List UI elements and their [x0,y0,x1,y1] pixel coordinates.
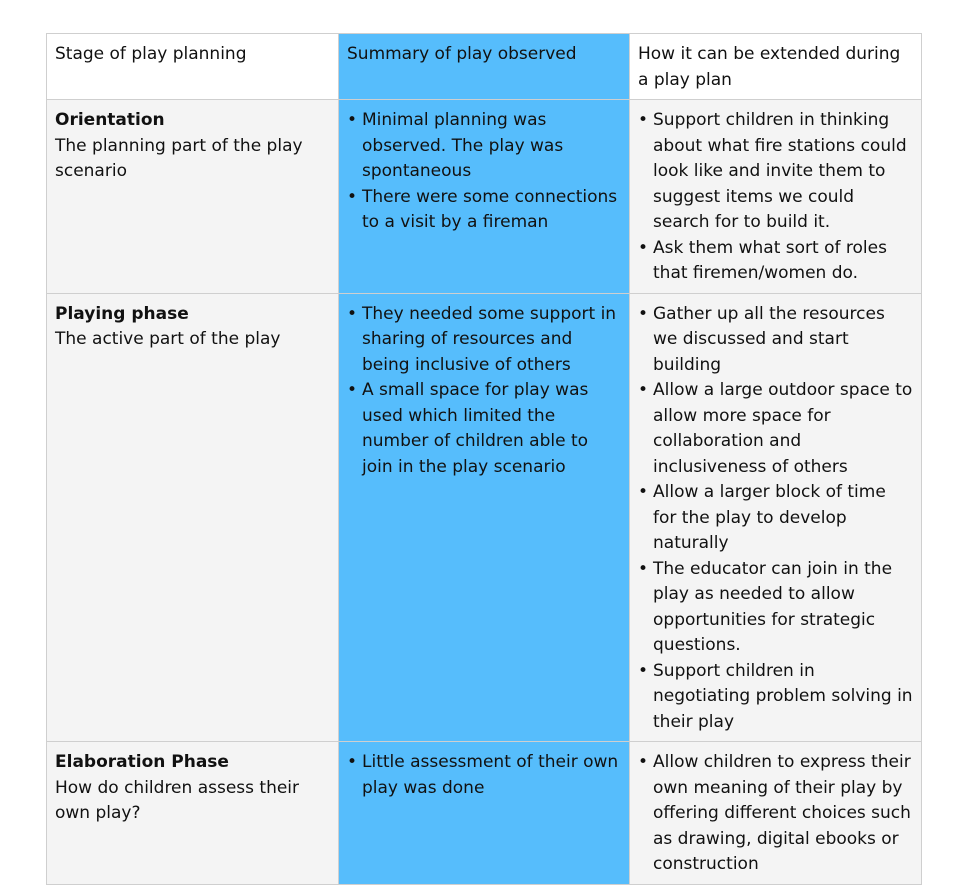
extend-cell [630,742,922,885]
play-planning-table [46,33,922,885]
extend-cell [630,293,922,742]
bullet-icon: • [638,237,649,258]
summary-list [347,302,622,481]
summary-list [347,750,622,801]
stage-cell [47,293,339,742]
list-item-text: They needed some support in sharing of resources and being inclusive of others [362,303,617,375]
header-summary-label: Summary of play observed [347,44,577,64]
stage-cell [47,742,339,885]
list-item-text: Ask them what sort of roles that firemen/women do. [653,237,887,283]
bullet-icon: • [638,558,649,579]
list-item-text: Minimal planning was observed. The play was spontaneous [362,110,564,181]
list-item-text: Allow a larger block of time for the play to develop naturally [653,482,886,553]
list-item [347,302,622,379]
summary-list [347,108,622,236]
bullet-icon: • [638,380,649,400]
table-header-row [47,34,922,100]
bullet-icon: • [347,303,358,324]
table-row-playing [47,293,922,742]
stage-title: Playing phase [55,303,189,324]
summary-cell [339,742,630,885]
list-item-text: The educator can join in the play as needed to allow opportunities for strategic questions. [653,558,893,655]
bullet-icon: • [347,752,358,772]
extend-list [638,108,914,287]
extend-cell [630,100,922,294]
header-stage-label: Stage of play planning [55,44,247,64]
list-item-text: Support children in thinking about what fire stations could look like and invite them to suggest items we could search for to build it. [653,110,907,232]
bullet-icon: • [638,752,649,772]
stage-description: The planning part of the play scenario [55,135,303,181]
extend-list [638,302,914,736]
bullet-icon: • [347,380,358,400]
summary-cell [339,293,630,742]
bullet-icon: • [347,110,358,130]
header-extend-cell [630,34,922,100]
list-item [638,236,914,287]
table-row-orientation [47,100,922,294]
header-summary-cell [339,34,630,100]
list-item-text: There were some connections to a visit by a fireman [362,186,618,232]
list-item [638,378,914,480]
list-item [638,659,914,736]
list-item-text: A small space for play was used which limited the number of children able to join in the play scenario [362,380,589,477]
list-item [347,750,622,801]
list-item [347,185,622,236]
bullet-icon: • [638,482,649,502]
list-item [638,557,914,659]
list-item [638,480,914,557]
list-item-text: Allow children to express their own meaning of their play by offering different choices such as drawing, digital ebooks or construction [653,752,911,874]
bullet-icon: • [638,660,649,681]
header-stage-cell [47,34,339,100]
list-item [347,108,622,185]
list-item [347,378,622,480]
list-item-text: Gather up all the resources we discussed and start building [653,303,885,375]
list-item [638,750,914,878]
list-item-text: Allow a large outdoor space to allow more space for collaboration and inclusiveness of others [653,380,913,477]
list-item [638,108,914,236]
header-extend-label: How it can be extended during a play plan [638,44,901,90]
summary-cell [339,100,630,294]
list-item-text: Little assessment of their own play was done [362,752,619,798]
bullet-icon: • [638,303,649,324]
bullet-icon: • [347,186,358,207]
stage-cell [47,100,339,294]
stage-description: The active part of the play [55,329,281,349]
bullet-icon: • [638,110,649,130]
table-row-elaboration [47,742,922,885]
stage-title: Orientation [55,110,165,130]
list-item [638,302,914,379]
stage-description: How do children assess their own play? [55,777,300,823]
extend-list [638,750,914,878]
stage-title: Elaboration Phase [55,752,229,772]
list-item-text: Support children in negotiating problem solving in their play [653,660,913,732]
